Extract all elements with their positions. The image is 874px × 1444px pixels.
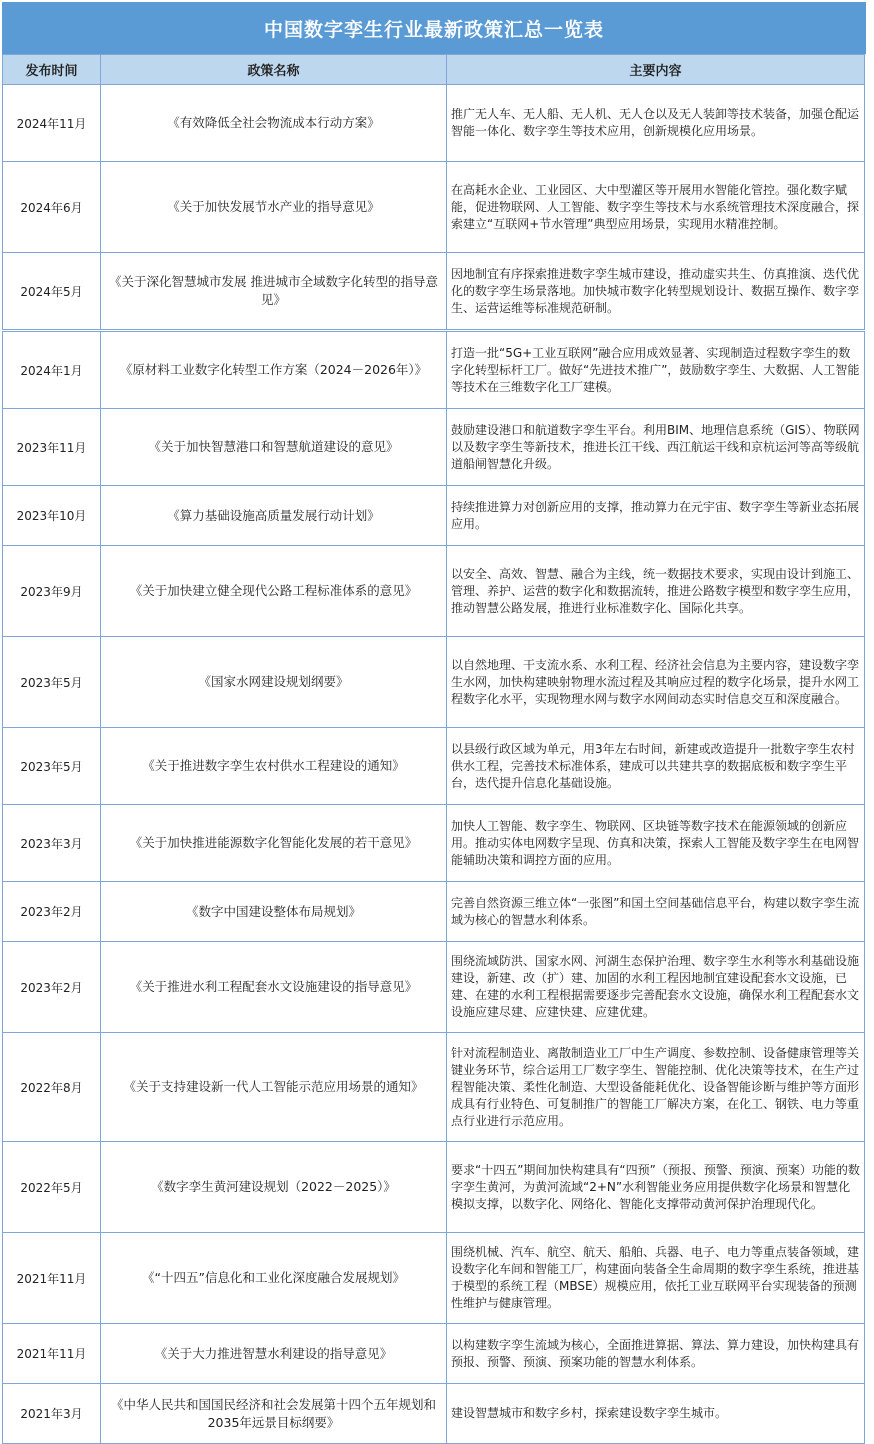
row-policy-name: 《关于支持建设新一代人工智能示范应用场景的通知》 — [101, 1033, 447, 1142]
table-row — [3, 1233, 865, 1324]
row-content: 完善自然资源三维立体“一张图”和国土空间基础信息平台，构建以数字孪生流域为核心的智慧水利体系。 — [447, 882, 865, 942]
row-content: 因地制宜有序探索推进数字孪生城市建设，推动虚实共生、仿真推演、迭代优化的数字孪生场景落地。加快城市数字化转型规划设计、数据互操作、数字孪生、运营运维等标准规范研制。 — [447, 253, 865, 331]
table-row — [3, 1142, 865, 1233]
row-policy-name: 《关于深化智慧城市发展 推进城市全域数字化转型的指导意见》 — [101, 253, 447, 331]
row-policy-name: 《关于加快推进能源数字化智能化发展的若干意见》 — [101, 805, 447, 882]
row-content: 在高耗水企业、工业园区、大中型灌区等开展用水智能化管控。强化数字赋能，促进物联网、人工智能、数字孪生等技术与水系统管理技术深度融合，探索建立“互联网+节水管理”典型应用场景，实现用水精准控制。 — [447, 162, 865, 253]
table-row — [3, 486, 865, 546]
row-content: 围绕流域防洪、国家水网、河湖生态保护治理、数字孪生水利等水利基础设施建设，新建、改（扩）建、加固的水利工程因地制宜建设配套水文设施，已建、在建的水利工程根据需要逐步完善配套水文设施，确保水利工程配套水文设施应建尽建、应建快建、应建优建。 — [447, 942, 865, 1033]
row-date: 2024年11月 — [3, 85, 101, 162]
row-content: 以县级行政区域为单元，用3年左右时间，新建或改造提升一批数字孪生农村供水工程，完善技术标准体系，建成可以共建共享的数据底板和数字孪生平台，迭代提升信息化基础设施。 — [447, 728, 865, 805]
table-row — [3, 637, 865, 728]
policy-table — [2, 54, 865, 1444]
table-row — [3, 85, 865, 162]
row-policy-name: 《关于推进数字孪生农村供水工程建设的通知》 — [101, 728, 447, 805]
header-row — [3, 55, 865, 85]
table-row — [3, 1033, 865, 1142]
row-date: 2023年2月 — [3, 882, 101, 942]
row-policy-name: 《中华人民共和国国民经济和社会发展第十四个五年规划和2035年远景目标纲要》 — [101, 1384, 447, 1444]
row-date: 2023年5月 — [3, 728, 101, 805]
table-row — [3, 805, 865, 882]
row-policy-name: 《关于加快建立健全现代公路工程标准体系的意见》 — [101, 546, 447, 637]
row-policy-name: 《关于推进水利工程配套水文设施建设的指导意见》 — [101, 942, 447, 1033]
row-policy-name: 《国家水网建设规划纲要》 — [101, 637, 447, 728]
row-date: 2023年2月 — [3, 942, 101, 1033]
row-content: 推广无人车、无人船、无人机、无人仓以及无人装卸等技术装备，加强仓配运智能一体化、数字孪生等技术应用，创新规模化应用场景。 — [447, 85, 865, 162]
row-policy-name: 《关于加快智慧港口和智慧航道建设的意见》 — [101, 409, 447, 486]
row-date: 2023年3月 — [3, 805, 101, 882]
row-policy-name: 《关于加快发展节水产业的指导意见》 — [101, 162, 447, 253]
row-date: 2021年11月 — [3, 1324, 101, 1384]
row-content: 以构建数字孪生流域为核心，全面推进算据、算法、算力建设，加快构建具有预报、预警、预演、预案功能的智慧水利体系。 — [447, 1324, 865, 1384]
table-row — [3, 1324, 865, 1384]
row-date: 2023年5月 — [3, 637, 101, 728]
row-content: 建设智慧城市和数字乡村，探索建设数字孪生城市。 — [447, 1384, 865, 1444]
row-date: 2024年6月 — [3, 162, 101, 253]
row-policy-name: 《原材料工业数字化转型工作方案（2024－2026年）》 — [101, 331, 447, 409]
header-main-content: 主要内容 — [447, 55, 865, 85]
row-content: 围绕机械、汽车、航空、航天、船舶、兵器、电子、电力等重点装备领域，建设数字化车间和智能工厂，构建面向装备全生命周期的数字孪生系统，推进基于模型的系统工程（MBSE）规模应用，依托工业互联网平台实现装备的预测性维护与健康管理。 — [447, 1233, 865, 1324]
row-date: 2023年10月 — [3, 486, 101, 546]
row-date: 2024年5月 — [3, 253, 101, 331]
row-content: 以自然地理、干支流水系、水利工程、经济社会信息为主要内容，建设数字孪生水网，加快构建映射物理水流过程及其响应过程的数字化场景，提升水网工程数字化水平，实现物理水网与数字水网间动态实时信息交互和深度融合。 — [447, 637, 865, 728]
table-row — [3, 882, 865, 942]
table-row — [3, 162, 865, 253]
row-content: 鼓励建设港口和航道数字孪生平台。利用BIM、地理信息系统（GIS）、物联网以及数字孪生等新技术，推进长江干线、西江航运干线和京杭运河等高等级航道船闸智慧化升级。 — [447, 409, 865, 486]
row-content: 针对流程制造业、离散制造业工厂中生产调度、参数控制、设备健康管理等关键业务环节，综合运用工厂数字孪生、智能控制、优化决策等技术，在生产过程智能决策、柔性化制造、大型设备能耗优化、设备智能诊断与维护等方面形成具有行业特色、可复制推广的智能工厂解决方案，在化工、钢铁、电力等重点行业进行示范应用。 — [447, 1033, 865, 1142]
row-date: 2022年8月 — [3, 1033, 101, 1142]
row-date: 2023年9月 — [3, 546, 101, 637]
row-policy-name: 《数字孪生黄河建设规划（2022－2025）》 — [101, 1142, 447, 1233]
row-content: 持续推进算力对创新应用的支撑，推动算力在元宇宙、数字孪生等新业态拓展应用。 — [447, 486, 865, 546]
row-date: 2022年5月 — [3, 1142, 101, 1233]
row-policy-name: 《“十四五”信息化和工业化深度融合发展规划》 — [101, 1233, 447, 1324]
table-title: 中国数字孪生行业最新政策汇总一览表 — [2, 2, 866, 54]
row-date: 2021年3月 — [3, 1384, 101, 1444]
row-date: 2024年1月 — [3, 331, 101, 409]
row-policy-name: 《有效降低全社会物流成本行动方案》 — [101, 85, 447, 162]
row-content: 以安全、高效、智慧、融合为主线，统一数据技术要求，实现由设计到施工、管理、养护、运营的数字化和数据流转，推进公路数字模型和数字孪生应用，推动智慧公路发展，推进行业标准数字化、国际化共享。 — [447, 546, 865, 637]
table-row — [3, 409, 865, 486]
table-row — [3, 546, 865, 637]
header-policy-name: 政策名称 — [101, 55, 447, 85]
table-row — [3, 728, 865, 805]
row-content: 加快人工智能、数字孪生、物联网、区块链等数字技术在能源领域的创新应用。推动实体电网数字呈现、仿真和决策，探索人工智能及数字孪生在电网智能辅助决策和调控方面的应用。 — [447, 805, 865, 882]
table-row — [3, 1384, 865, 1444]
row-policy-name: 《关于大力推进智慧水利建设的指导意见》 — [101, 1324, 447, 1384]
header-date: 发布时间 — [3, 55, 101, 85]
table-row — [3, 331, 865, 409]
row-content: 打造一批“5G+工业互联网”融合应用成效显著、实现制造过程数字孪生的数字化转型标杆工厂。做好“先进技术推广”，鼓励数字孪生、大数据、人工智能等技术在三维数字化工厂建模。 — [447, 331, 865, 409]
table-row — [3, 253, 865, 331]
row-policy-name: 《数字中国建设整体布局规划》 — [101, 882, 447, 942]
row-policy-name: 《算力基础设施高质量发展行动计划》 — [101, 486, 447, 546]
row-date: 2023年11月 — [3, 409, 101, 486]
row-content: 要求“十四五”期间加快构建具有“四预”（预报、预警、预演、预案）功能的数字孪生黄河，为黄河流域“2+N”水利智能业务应用提供数字化场景和智慧化模拟支撑，以数字化、网络化、智能化支撑带动黄河保护治理现代化。 — [447, 1142, 865, 1233]
table-row — [3, 942, 865, 1033]
row-date: 2021年11月 — [3, 1233, 101, 1324]
